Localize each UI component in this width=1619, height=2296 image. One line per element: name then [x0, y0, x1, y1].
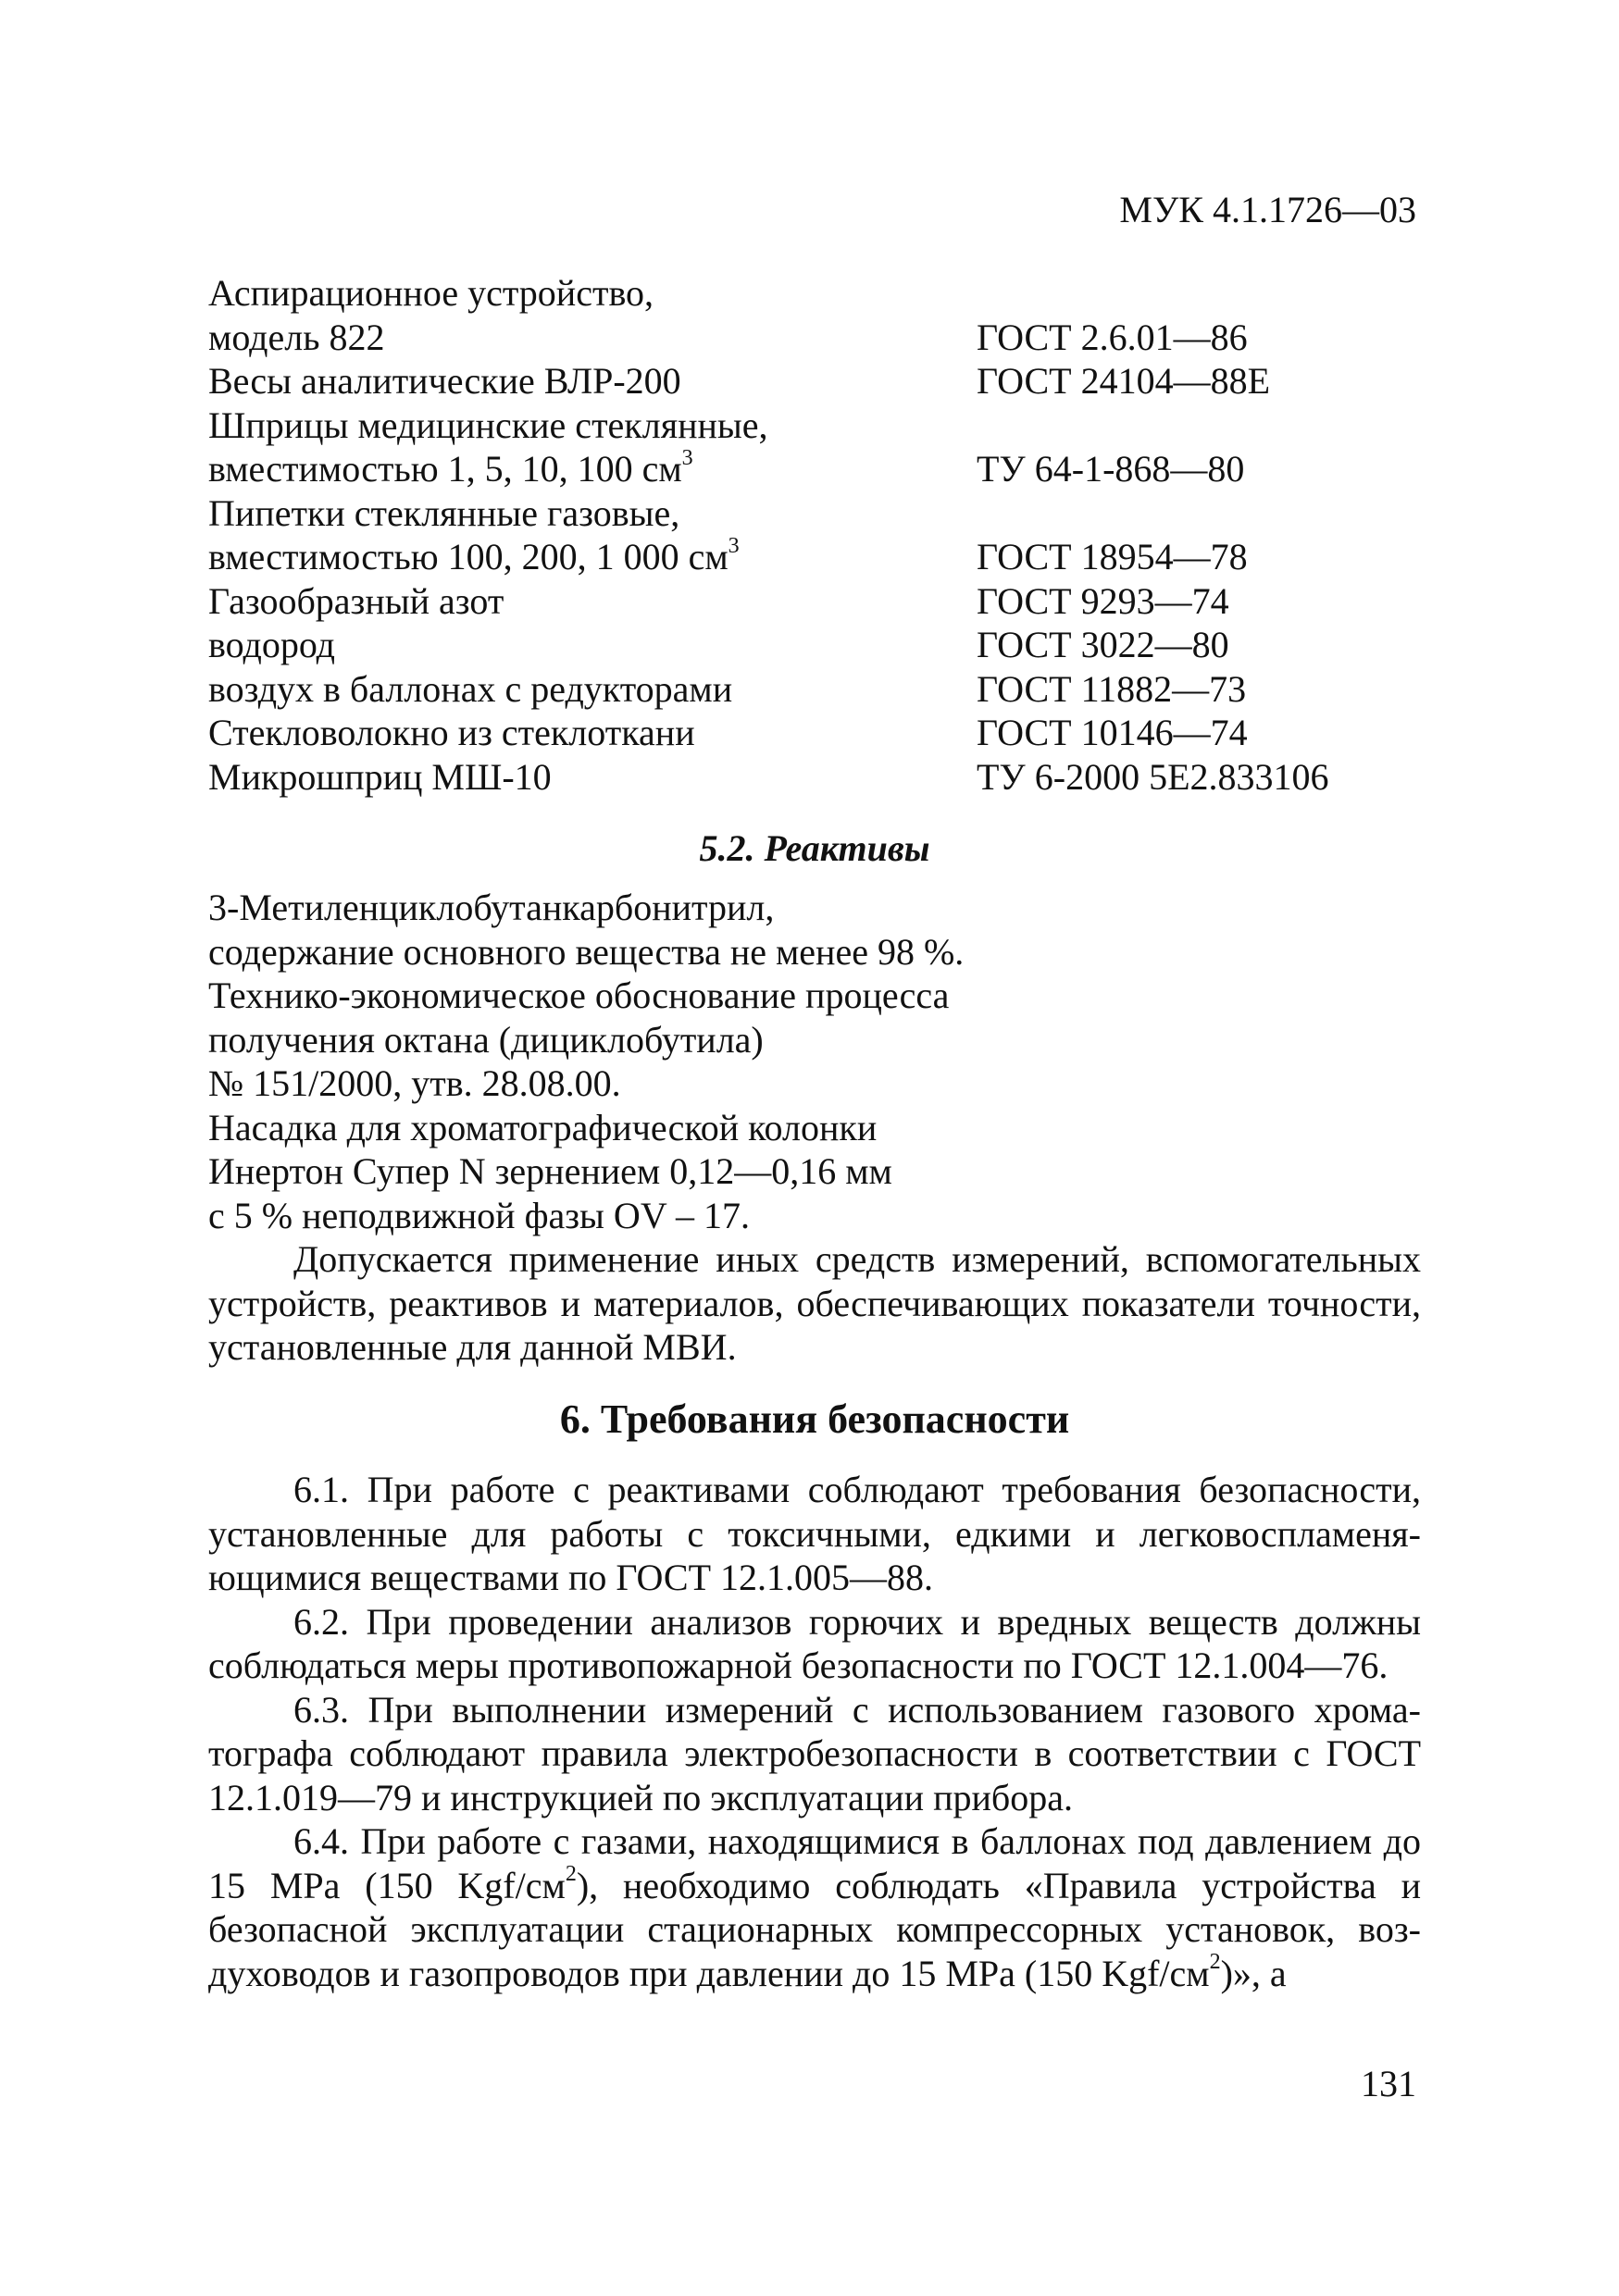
equipment-name: водород: [208, 624, 336, 665]
unit-exponent: 2: [565, 1862, 577, 1887]
reagent-line: Технико-экономическое обоснование процесса: [208, 974, 950, 1016]
equipment-standard: ТУ 6-2000 5Е2.833106: [977, 755, 1329, 798]
equipment-standard: ГОСТ 9293—74: [977, 579, 1229, 622]
reagent-line: с 5 % неподвижной фазы OV – 17.: [208, 1194, 750, 1236]
equipment-row: [208, 579, 1421, 624]
equipment-name: Газообразный азот: [208, 579, 504, 622]
reagent-line: получения октана (дициклобутила): [208, 1018, 764, 1061]
safety-paragraph-6-3: 6.3. При выполнении измерений с использованием газового хроматографа соблюдают правила электробезопасности в соответствии с ГОСТ 12.1.019—79 и инструкцией по эксплуатации прибора.: [208, 1688, 1421, 1818]
equipment-name: Микрошприц МШ-10: [208, 755, 552, 798]
equipment-name: воздух в баллонах с редукторами: [208, 667, 733, 710]
equipment-standard: ГОСТ 24104—88Е: [977, 360, 1271, 402]
allowance-paragraph: Допускается применение иных средств измерений, вспомогательных устройств, реактивов и материалов, обеспечивающих показатели точности, установленные для данной МВИ.: [208, 1238, 1421, 1368]
equipment-row: [208, 667, 1421, 712]
equipment-name: Шприцы медицинские стеклянные,: [208, 403, 768, 446]
equipment-list: [208, 271, 1421, 799]
page-number: 131: [1361, 2063, 1416, 2104]
unit-exponent: 3: [728, 533, 740, 558]
equipment-standard: ГОСТ 18954—78: [977, 536, 1248, 577]
equipment-row: [208, 447, 1421, 491]
equipment-standard: ГОСТ 3022—80: [977, 624, 1229, 665]
safety-paragraph-6-2: 6.2. При проведении анализов горючих и вредных веществ должны соблюдаться меры противопожарной безопасности по ГОСТ 12.1.004—76.: [208, 1600, 1421, 1686]
reagents-list: [208, 886, 1421, 1237]
allowance-block: [208, 1237, 1421, 1370]
equipment-name-with-unit: [208, 447, 693, 491]
reagent-line: № 151/2000, утв. 28.08.00.: [208, 1062, 621, 1104]
equipment-row: [208, 359, 1421, 403]
reagent-line: 3-Метиленциклобутанкарбонитрил,: [208, 887, 775, 928]
safety-requirements: [208, 1468, 1421, 1995]
safety-paragraph-6-1: 6.1. При работе с реактивами соблюдают требования безопасности, установленные для работы с токсичными, едкими и легковоспламеняющимися веществами по ГОСТ 12.1.005—88.: [208, 1469, 1421, 1598]
safety-section-heading: 6. Требования безопасности: [559, 1396, 1070, 1442]
equipment-name: Весы аналитические ВЛР-200: [208, 360, 681, 402]
equipment-name-with-unit: [208, 535, 740, 579]
reagent-line: Насадка для хроматографической колонки: [208, 1106, 878, 1148]
equipment-standard: ГОСТ 2.6.01—86: [977, 316, 1248, 358]
safety-paragraph-6-4: [208, 1819, 1421, 1995]
paragraph-text: ), необходимо соблюдать «Правила устройства и безопасной эксплуатации стационарных компрессорных установок, воздуховодов и газопроводов при давлении до 15 MPa (150 Kgf/см: [208, 1864, 1421, 1994]
document-code-header: МУК 4.1.1726—03: [1119, 189, 1416, 230]
reagents-heading: 5.2. Реактивы: [699, 827, 930, 869]
equipment-name: Стекловолокно из стеклоткани: [208, 712, 695, 753]
equipment-name: Аспирационное устройство,: [208, 272, 654, 314]
unit-exponent: 3: [681, 445, 693, 470]
equipment-row: [208, 271, 1421, 316]
equipment-row: [208, 623, 1421, 667]
equipment-standard: ГОСТ 11882—73: [977, 667, 1247, 710]
equipment-row: [208, 491, 1421, 536]
equipment-row: [208, 535, 1421, 579]
equipment-row: [208, 755, 1421, 800]
equipment-standard: ГОСТ 10146—74: [977, 712, 1248, 753]
equipment-name: вместимостью 100, 200, 1 000 см: [208, 536, 729, 577]
equipment-standard: ТУ 64-1-868—80: [977, 448, 1245, 490]
unit-exponent: 2: [1209, 1950, 1221, 1975]
equipment-name: вместимостью 1, 5, 10, 100 см: [208, 448, 682, 490]
equipment-name: Пипетки стеклянные газовые,: [208, 491, 680, 534]
equipment-name: модель 822: [208, 316, 385, 358]
reagent-line: Инертон Супер N зернением 0,12—0,16 мм: [208, 1150, 892, 1192]
equipment-row: [208, 711, 1421, 755]
paragraph-text: 6.4. При работе с газами, находящимися в баллонах под давлением до 15 MPa (150 Kgf/см: [208, 1820, 1421, 1906]
equipment-row: [208, 403, 1421, 448]
equipment-row: [208, 316, 1421, 360]
reagent-line: содержание основного вещества не менее 98 %.: [208, 930, 965, 973]
paragraph-text: )», а: [1220, 1952, 1287, 1994]
